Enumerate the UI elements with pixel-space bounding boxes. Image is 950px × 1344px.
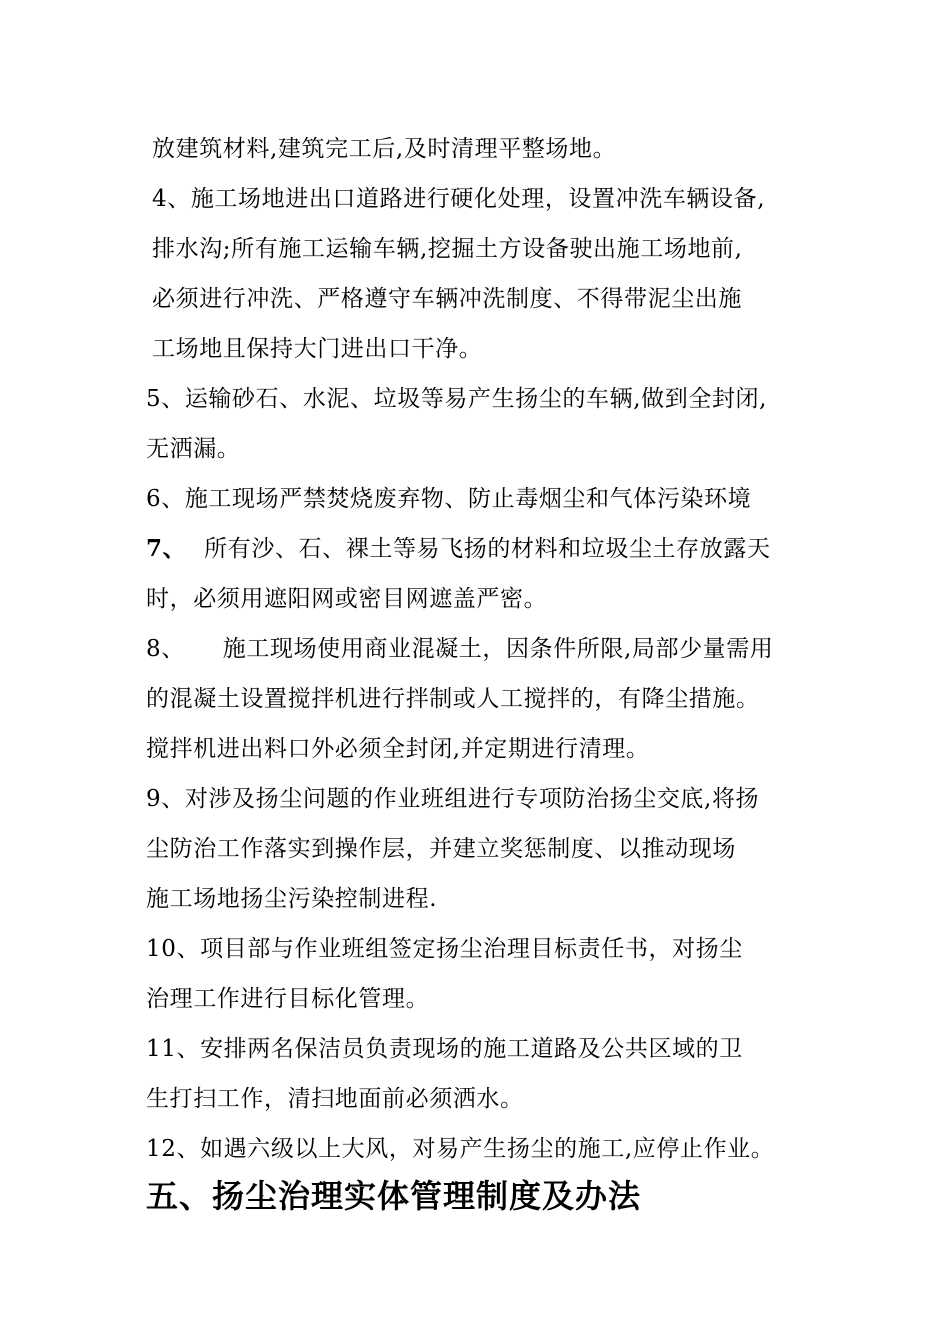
item-8-text: 施工现场使用商业混凝土，因条件所限,局部少量需用: [222, 636, 774, 662]
item-8-line-1: [146, 634, 773, 664]
section-heading: 五、扬尘治理实体管理制度及办法: [146, 1177, 642, 1215]
item-4-line-4: 工场地且保持大门进出口干净。: [152, 336, 483, 362]
item-4-line-3: 必须进行冲洗、严格遵守车辆冲洗制度、不得带泥尘出施: [152, 286, 742, 312]
text-line: 放建筑材料,建筑完工后,及时清理平整场地。: [152, 136, 617, 162]
item-12-line-1: 12、如遇六级以上大风，对易产生扬尘的施工,应停止作业。: [146, 1136, 775, 1162]
item-9-line-3: 施工场地扬尘污染控制进程.: [146, 886, 438, 912]
item-7-text: 所有沙、石、裸土等易飞扬的材料和垃圾尘土存放露天: [204, 536, 771, 562]
item-10-line-1: 10、项目部与作业班组签定扬尘治理目标责任书，对扬尘: [146, 936, 743, 962]
item-4-line-1: 4、施工场地进出口道路进行硬化处理，设置冲洗车辆设备,: [152, 186, 766, 212]
item-5-line-1: 5、运输砂石、水泥、垃圾等易产生扬尘的车辆,做到全封闭,: [146, 386, 768, 412]
item-7-number: 7、: [146, 535, 187, 562]
item-9-line-1: 9、对涉及扬尘问题的作业班组进行专项防治扬尘交底,将扬: [146, 786, 760, 812]
item-9-line-2: 尘防治工作落实到操作层，并建立奖惩制度、以推动现场: [146, 836, 736, 862]
item-4-line-2: 排水沟;所有施工运输车辆,挖掘土方设备驶出施工场地前,: [152, 236, 743, 262]
item-11-line-1: 11、安排两名保洁员负责现场的施工道路及公共区域的卫: [146, 1036, 743, 1062]
item-8-number: 8、: [146, 636, 185, 662]
item-6-line-1: 6、施工现场严禁焚烧废弃物、防止毒烟尘和气体污染环境: [146, 486, 752, 512]
item-7-line-1: [146, 534, 771, 564]
item-5-line-2: 无洒漏。: [146, 436, 241, 462]
item-8-line-2: 的混凝土设置搅拌机进行拌制或人工搅拌的，有降尘措施。: [146, 686, 760, 712]
item-7-line-2: 时，必须用遮阳网或密目网遮盖严密。: [146, 586, 548, 612]
item-10-line-2: 治理工作进行目标化管理。: [146, 986, 430, 1012]
item-11-line-2: 生打扫工作，清扫地面前必须洒水。: [146, 1086, 524, 1112]
item-8-line-3: 搅拌机进出料口外必须全封闭,并定期进行清理。: [146, 736, 650, 762]
